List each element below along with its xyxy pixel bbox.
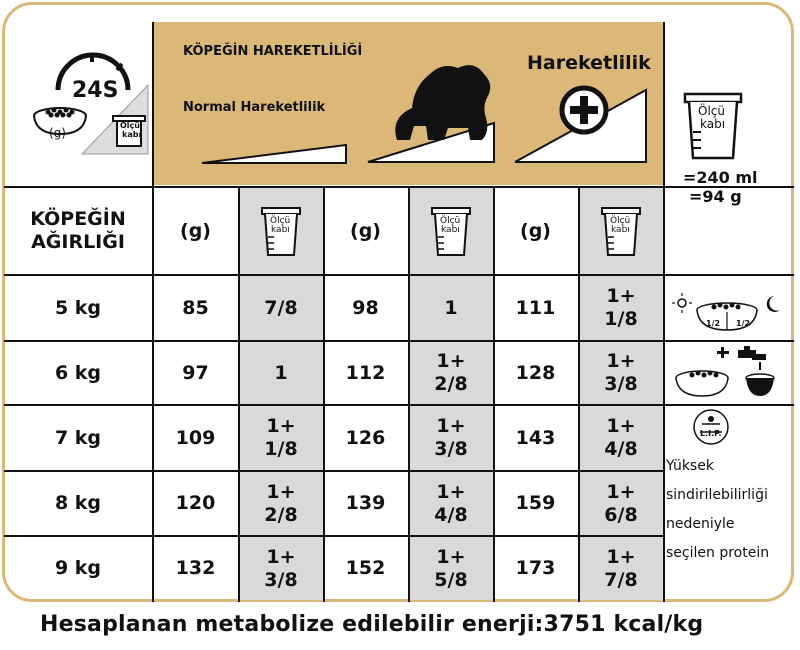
cup-cell: 1+ 5/8 — [434, 545, 468, 591]
cup-header-label-2: kabı — [611, 225, 630, 235]
weight-column-header — [4, 187, 152, 275]
weight-header-line-2: AĞIRLIĞI — [31, 231, 125, 253]
cup-cell: 1+ 1/8 — [264, 415, 298, 460]
lip-label: L.I.P. — [700, 429, 722, 438]
gram-cell: 128 — [515, 361, 556, 384]
grid-line — [663, 274, 794, 276]
cup-header-label-1: Ölçü — [270, 216, 291, 226]
normal-activity-label: Normal Hareketlilik — [183, 100, 326, 115]
weight-header-line-1: KÖPEĞİN — [30, 208, 126, 231]
protein-note-line-2: sindirilebilirliği — [666, 487, 768, 503]
gram-cell: 97 — [182, 361, 209, 384]
half-portion-label-2: 1/2 — [736, 319, 751, 328]
gram-cell: 143 — [515, 426, 556, 449]
cup-cell: 1+ 3/8 — [264, 545, 298, 591]
activity-title: KÖPEĞİN HAREKETLİLİĞİ — [183, 44, 363, 59]
dog-weight-cell: 5 kg — [54, 296, 102, 319]
cup-cell: 1+ 6/8 — [604, 480, 638, 526]
dog-weight-cell: 6 kg — [54, 361, 102, 384]
gram-header-2: (g) — [350, 219, 381, 242]
cup-header-3 — [601, 207, 641, 257]
ration-cup-label-2: kabı — [122, 130, 142, 139]
gram-cell: 109 — [175, 426, 216, 449]
protein-note — [666, 452, 794, 568]
gram-header-1: (g) — [180, 219, 211, 242]
dog-weight-cell: 8 kg — [54, 492, 102, 515]
cup-cell: 1+ 7/8 — [604, 545, 638, 591]
dog-weight-cell: 7 kg — [54, 426, 102, 449]
half-portion-label-1: 1/2 — [706, 319, 721, 328]
gram-cell: 111 — [515, 296, 556, 319]
cup-cell: 1+ 4/8 — [434, 480, 468, 526]
activity-ramps-icon — [152, 22, 664, 185]
gram-cell: 139 — [345, 492, 386, 515]
lip-protein-icon — [690, 406, 732, 448]
daily-ration-icon — [20, 50, 150, 160]
cup-header-label-1: Ölçü — [610, 216, 631, 226]
cup-header-label-2: kabı — [271, 225, 290, 235]
cup-cell: 1+ 4/8 — [604, 415, 638, 460]
food-and-water-icon — [672, 346, 787, 401]
cup-volume: =240 ml — [683, 168, 758, 187]
cup-cell: 1 — [444, 296, 458, 319]
ration-gram-label: (g) — [49, 126, 66, 140]
cup-cell: 1 — [274, 361, 288, 384]
cup-header-label-2: kabı — [441, 225, 460, 235]
cup-header-label-1: Ölçü — [440, 216, 461, 226]
gram-cell: 120 — [175, 492, 216, 515]
cup-weight: =94 g — [689, 187, 742, 206]
protein-note-line-4: seçilen protein — [666, 545, 770, 561]
protein-note-line-3: nedeniyle — [666, 516, 735, 532]
timer-label: 24S — [72, 78, 119, 103]
high-activity-label: Hareketlilik — [527, 52, 651, 74]
cup-cell: 1+ 1/8 — [604, 285, 638, 330]
gram-cell: 126 — [345, 426, 386, 449]
gram-cell: 132 — [175, 557, 216, 580]
cup-cell: 1+ 3/8 — [434, 415, 468, 460]
gram-header-3: (g) — [520, 219, 551, 242]
cup-info-label-2: kabı — [700, 117, 726, 131]
energy-footnote: Hesaplanan metabolize edilebilir enerji:3751 kcal/kg — [40, 612, 704, 637]
gram-cell: 159 — [515, 492, 556, 515]
gram-cell: 173 — [515, 557, 556, 580]
cup-header-2 — [431, 207, 471, 257]
gram-cell: 152 — [345, 557, 386, 580]
ration-cup-label-1: Ölçü — [120, 121, 140, 130]
cup-cell: 1+ 3/8 — [604, 350, 638, 395]
grid-line — [663, 340, 794, 342]
dog-weight-cell: 9 kg — [54, 557, 102, 580]
gram-cell: 98 — [352, 296, 379, 319]
cup-info-label-1: Ölçü — [698, 104, 725, 118]
twice-daily-icon — [672, 290, 787, 335]
cup-cell: 7/8 — [264, 296, 298, 319]
gram-cell: 112 — [345, 361, 386, 384]
gram-cell: 85 — [182, 296, 209, 319]
cup-header-1 — [261, 207, 301, 257]
cup-cell: 1+ 2/8 — [264, 480, 298, 526]
protein-note-line-1: Yüksek — [666, 458, 714, 474]
cup-cell: 1+ 2/8 — [434, 350, 468, 395]
